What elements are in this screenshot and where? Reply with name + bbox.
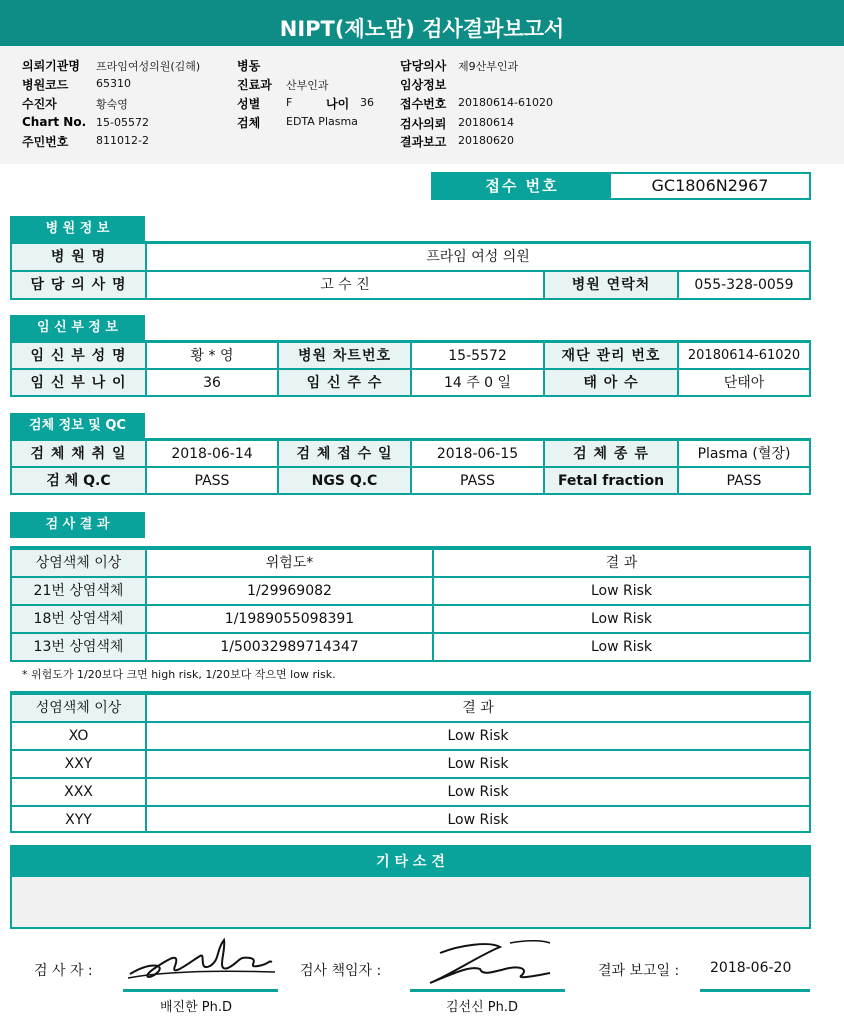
autosome-row-name: 21번 상염색체 (12, 578, 145, 604)
report-date-value: 2018-06-20 (710, 960, 792, 976)
hospital-code-value: 65310 (96, 77, 131, 90)
id-value: 811012-2 (96, 134, 149, 147)
specimen-qc-label: 검 체 Q.C (12, 468, 145, 493)
autosome-row-risk: 1/29969082 (247, 583, 332, 599)
mgmt-number-value: 20180614-61020 (687, 348, 801, 363)
sex-chrom-row-name: XXY (64, 756, 93, 772)
sex-chrom-col-header: 성염색체 이상 (12, 695, 145, 721)
report-label: 결과보고 (400, 135, 447, 149)
sex-chrom-row-result: Low Risk (447, 728, 509, 744)
sex-chrom-row-name: XO (68, 728, 89, 744)
age-label: 나이 (326, 97, 350, 111)
result-col-header: 결 과 (605, 555, 638, 571)
request-value: 20180614 (458, 116, 514, 129)
report-value: 20180620 (458, 134, 514, 147)
autosome-row-risk: 1/50032989714347 (220, 639, 359, 655)
hospital-contact-value: 055-328-0059 (694, 277, 794, 293)
sex-chrom-row-name: XYY (65, 812, 92, 828)
sex-chrom-row-name: XXX (64, 784, 93, 800)
clinical-label: 임상정보 (400, 78, 447, 92)
autosome-row-result: Low Risk (590, 583, 653, 599)
report-header (0, 46, 844, 164)
hospital-name-label: 병 원 명 (12, 244, 145, 270)
manager-name: 김선신 Ph.D (446, 1000, 519, 1015)
hospital-code-label: 병원코드 (22, 78, 69, 92)
tester-signature (120, 932, 280, 987)
risk-footnote: * 위험도가 1/20보다 크면 high risk, 1/20보다 작으면 low risk. (22, 668, 336, 681)
collect-date-value: 2018-06-14 (171, 446, 253, 462)
institution-label: 의뢰기관명 (22, 59, 80, 73)
pregnant-age-value: 36 (203, 375, 221, 391)
tester-underline (123, 989, 278, 992)
other-remarks-box (10, 845, 811, 929)
receipt-box-label: 접수 번호 (433, 174, 611, 198)
pregnant-age-label: 임 신 부 나 이 (12, 370, 145, 395)
specimen-value: EDTA Plasma (286, 115, 358, 128)
pregnant-name-value: 황 * 영 (190, 348, 234, 364)
sex-label: 성별 (237, 97, 261, 111)
collect-date-label: 검 체 채 취 일 (12, 441, 145, 466)
hospital-section-title: 병 원 정 보 (10, 216, 145, 242)
chart-label: Chart No. (22, 115, 87, 129)
tester-label: 검 사 자 : (34, 963, 93, 979)
id-label: 주민번호 (22, 135, 69, 149)
autosome-row-risk: 1/1989055098391 (224, 611, 355, 627)
fetus-count-value: 단태아 (723, 375, 765, 391)
receive-date-label: 검 체 접 수 일 (279, 441, 410, 466)
chart-number-value: 15-5572 (448, 348, 507, 364)
hospital-contact-label: 병원 연락처 (545, 272, 677, 298)
ward-label: 병동 (237, 59, 261, 73)
pregnant-name-label: 임 신 부 성 명 (12, 343, 145, 368)
specimen-section-title: 검체 정보 및 QC (10, 413, 145, 439)
doctor-name-label: 담 당 의 사 명 (12, 272, 145, 298)
sex-value: F (286, 96, 293, 109)
sex-result-col-header: 결 과 (462, 700, 494, 716)
doctor-value: 제9산부인과 (458, 60, 519, 73)
request-label: 검사의뢰 (400, 117, 447, 131)
fetus-count-label: 태 아 수 (545, 370, 677, 395)
ngs-qc-value: PASS (460, 473, 495, 489)
receipt-label: 접수번호 (400, 97, 447, 111)
autosome-row-name: 13번 상염색체 (12, 634, 145, 660)
receipt-box-value: GC1806N2967 (651, 176, 769, 195)
specimen-label: 검체 (237, 116, 261, 130)
manager-underline (410, 989, 565, 992)
autosome-row-result: Low Risk (590, 611, 653, 627)
report-date-label: 결과 보고일 : (598, 963, 680, 979)
page-title: NIPT(제노맘) 검사결과보고서 (0, 0, 844, 46)
hospital-name-value: 프라임 여성 의원 (426, 249, 530, 265)
age-value: 36 (360, 96, 374, 109)
results-section-title: 검 사 결 과 (10, 512, 145, 538)
autosome-row-name: 18번 상염색체 (12, 606, 145, 632)
gestation-weeks-value: 14 주 0 일 (443, 375, 512, 391)
chart-value: 15-05572 (96, 116, 149, 129)
specimen-qc-value: PASS (194, 473, 230, 489)
manager-signature (410, 935, 570, 990)
doctor-name-value: 고 수 진 (320, 277, 370, 293)
mgmt-number-label: 재단 관리 번호 (545, 343, 677, 368)
autosome-col-header: 상염색체 이상 (12, 550, 145, 576)
other-remarks-title: 기 타 소 견 (12, 847, 809, 877)
autosome-row-result: Low Risk (590, 639, 653, 655)
gestation-weeks-label: 임 신 주 수 (279, 370, 410, 395)
receipt-value: 20180614-61020 (458, 96, 553, 109)
specimen-type-value: Plasma (혈장) (697, 446, 791, 462)
ngs-qc-label: NGS Q.C (279, 468, 410, 493)
receipt-box (431, 172, 811, 200)
dept-value: 산부인과 (286, 79, 329, 92)
tester-name: 배진한 Ph.D (160, 1000, 233, 1015)
patient-label: 수진자 (22, 97, 57, 111)
sex-chrom-row-result: Low Risk (447, 812, 509, 828)
fetal-fraction-label: Fetal fraction (545, 468, 677, 493)
doctor-label: 담당의사 (400, 59, 447, 73)
manager-label: 검사 책임자 : (300, 963, 382, 979)
chart-number-label: 병원 차트번호 (279, 343, 410, 368)
risk-col-header: 위험도* (265, 555, 314, 571)
patient-value: 황숙영 (96, 98, 128, 111)
specimen-type-label: 검 체 종 류 (545, 441, 677, 466)
dept-label: 진료과 (237, 78, 272, 92)
fetal-fraction-value: PASS (726, 473, 762, 489)
institution-value: 프라임여성의원(김해) (96, 60, 201, 73)
receive-date-value: 2018-06-15 (436, 446, 519, 462)
sex-chrom-row-result: Low Risk (447, 784, 509, 800)
sex-chrom-row-result: Low Risk (447, 756, 509, 772)
report-date-underline (700, 989, 810, 992)
pregnant-section-title: 임 신 부 정 보 (10, 315, 145, 341)
